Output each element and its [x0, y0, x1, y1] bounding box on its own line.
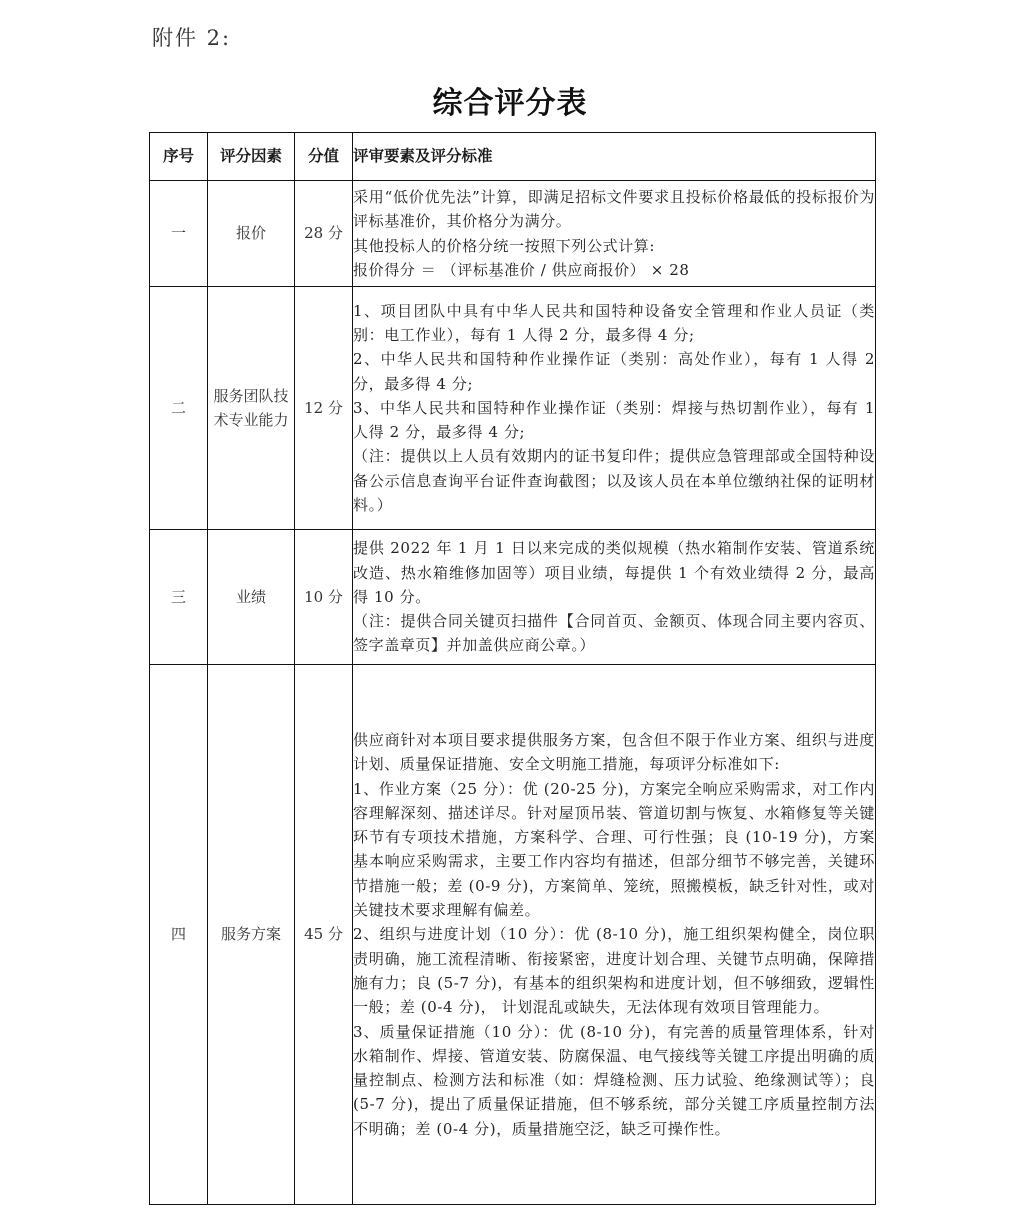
row-criteria: [353, 181, 876, 287]
criteria-note: （注：提供以上人员有效期内的证书复印件；提供应急管理部或全国特种设备公示信息查询平台证件查询截图；以及该人员在本单位缴纳社保的证明材料。）: [353, 447, 875, 515]
criteria-paragraph: 3、质量保证措施（10 分）：优 (8-10 分)，有完善的质量管理体系，针对水箱制作、焊接、管道安装、防腐保温、电气接线等关键工序提出明确的质量控制点、检测方法和标准（如：焊缝检测、压力试验、绝缘测试等）；良 (5-7 分)，提出了质量保证措施，但不够系统，部分关键工序质量控制方法不明确；差 (0-4 分)，质量措施空泛，缺乏可操作性。: [353, 1022, 875, 1138]
row-number: 三: [150, 530, 208, 665]
attachment-label: 附件 2:: [152, 26, 232, 50]
criteria-paragraph: 2、中华人民共和国特种作业操作证（类别：高处作业），每有 1 人得 2 分，最多得 4 分;: [353, 350, 875, 393]
scoring-table: [149, 132, 876, 1205]
row-number: 四: [150, 665, 208, 1205]
row-number: 一: [150, 181, 208, 287]
table-row: [150, 530, 876, 665]
row-number: 二: [150, 287, 208, 530]
header-score: 分值: [295, 133, 353, 181]
criteria-paragraph: 1、项目团队中具有中华人民共和国特种设备安全管理和作业人员证（类别：电工作业），每有 1 人得 2 分，最多得 4 分;: [353, 301, 875, 344]
row-factor: 服务方案: [208, 665, 295, 1205]
criteria-note: （注：提供合同关键页扫描件【合同首页、金额页、体现合同主要内容页、签字盖章页】并加盖供应商公章。）: [353, 612, 875, 655]
criteria-paragraph: 2、组织与进度计划（10 分）：优 (8-10 分)，施工组织架构健全，岗位职责明确，施工流程清晰、衔接紧密，进度计划合理、关键节点明确，保障措施有力；良 (5-7 分)，有基本的组织架构和进度计划，但不够细致，逻辑性一般；差 (0-4 分)， 计划混乱或缺失，无法体现有效项目管理能力。: [353, 925, 875, 1017]
row-criteria: [353, 530, 876, 665]
header-no: 序号: [150, 133, 208, 181]
row-factor: 服务团队技术专业能力: [208, 287, 295, 530]
criteria-paragraph: 提供 2022 年 1 月 1 日以来完成的类似规模（热水箱制作安装、管道系统改造、热水箱维修加固等）项目业绩，每提供 1 个有效业绩得 2 分，最高得 10 分。: [353, 539, 875, 606]
row-factor: 业绩: [208, 530, 295, 665]
row-score: 12 分: [295, 287, 353, 530]
criteria-paragraph: 1、作业方案（25 分）：优 (20-25 分)，方案完全响应采购需求，对工作内容理解深刻、描述详尽。针对屋顶吊装、管道切割与恢复、水箱修复等关键环节有专项技术措施，方案科学、合理、可行性强；良 (10-19 分)，方案基本响应采购需求，主要工作内容均有描述，但部分细节不够完善，关键环节措施一般；差 (0-9 分)，方案简单、笼统，照搬模板，缺乏针对性，或对关键技术要求理解有偏差。: [353, 779, 875, 920]
row-score: 45 分: [295, 665, 353, 1205]
criteria-paragraph: 报价得分 ＝ （评标基准价 / 供应商报价） × 28: [353, 260, 690, 279]
page-title: 综合评分表: [432, 86, 588, 121]
criteria-paragraph: 采用“低价优先法”计算，即满足招标文件要求且投标价格最低的投标报价为评标基准价，其价格分为满分。: [353, 187, 875, 231]
table-row: [150, 665, 876, 1205]
criteria-paragraph: 3、中华人民共和国特种作业操作证（类别：焊接与热切割作业），每有 1 人得 2 分，最多得 4 分;: [353, 398, 875, 442]
table-row: [150, 181, 876, 287]
table-row: [150, 287, 876, 530]
row-criteria: [353, 665, 876, 1205]
row-factor: 报价: [208, 181, 295, 287]
header-criteria: 评审要素及评分标准: [353, 133, 876, 181]
criteria-paragraph: 供应商针对本项目要求提供服务方案，包含但不限于作业方案、组织与进度计划、质量保证措施、安全文明施工措施，每项评分标准如下:: [353, 730, 875, 774]
row-criteria: [353, 287, 876, 530]
header-factor: 评分因素: [208, 133, 295, 181]
row-score: 10 分: [295, 530, 353, 665]
row-score: 28 分: [295, 181, 353, 287]
table-header-row: [150, 133, 876, 181]
criteria-paragraph: 其他投标人的价格分统一按照下列公式计算:: [353, 236, 656, 255]
